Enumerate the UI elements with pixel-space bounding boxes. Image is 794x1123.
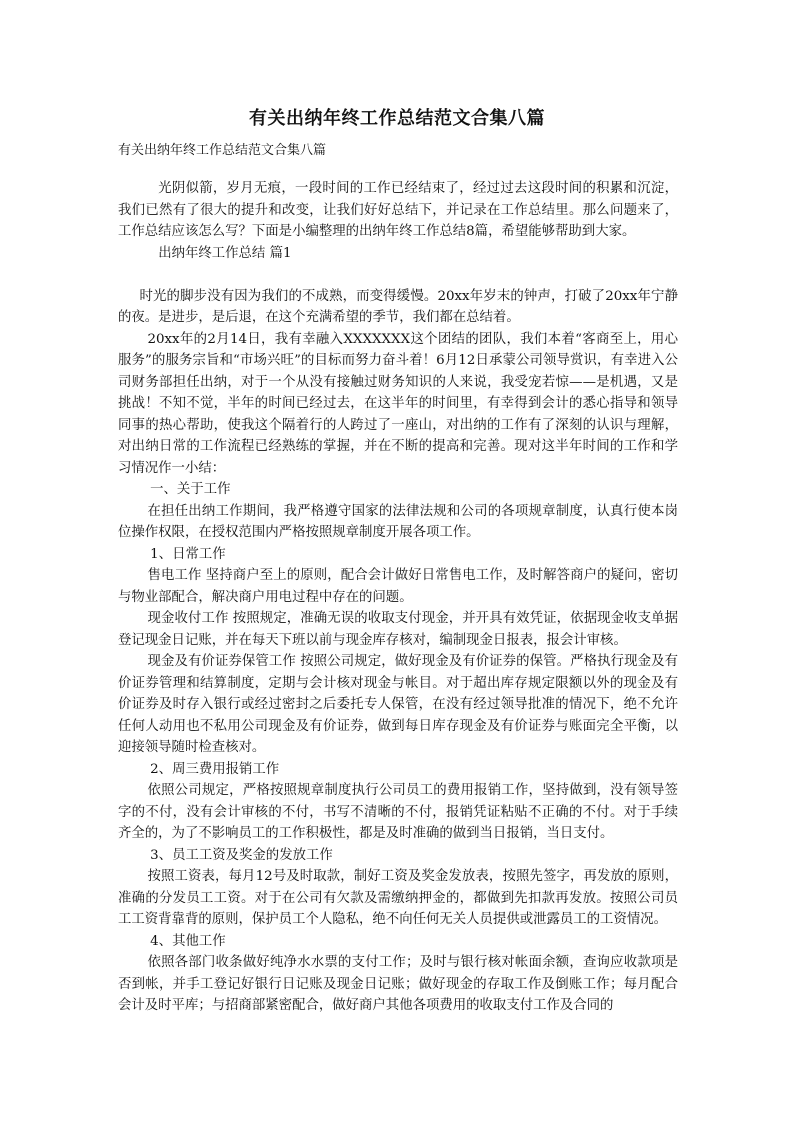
section-heading: 一、关于工作 xyxy=(150,482,231,497)
paragraph: 售电工作 坚持商户至上的原则，配合会计做好日常售电工作，及时解答商户的疑问，密切与物业部配合，解决商户用电过程中存在的问题。 xyxy=(118,568,678,605)
subsection-heading: 2、周三费用报销工作 xyxy=(150,761,280,777)
paragraph: 现金及有价证券保管工作 按照公司规定，做好现金及有价证券的保管。严格执行现金及有价证券管理和结算制度，定期与会计核对现金与帐目。对于超出库存规定限额以外的现金及有价证券及时存入银行或经过密封之后委托专人保管，在没有经过领导批准的情况下，绝不允许任何人动用也不私用公司现金及有价证券，做到每日库存现金及有价证券与账面完全平衡，以迎接领导随时检查核对。 xyxy=(118,654,678,755)
subsection-heading: 4、其他工作 xyxy=(150,933,226,949)
section-heading-part1: 出纳年终工作总结 篇1 xyxy=(158,245,292,261)
document-title: 有关出纳年终工作总结范文合集八篇 xyxy=(249,108,545,129)
paragraph: 依照公司规定，严格按照规章制度执行公司员工的费用报销工作，坚持做到，没有领导签字的不付，没有会计审核的不付，书写不清晰的不付，报销凭证粘贴不正确的不付。对于手续齐全的，为了不影响员工的工作积极性，都是及时准确的做到当日报销，当日支付。 xyxy=(118,783,678,841)
subsection-heading: 1、日常工作 xyxy=(150,546,226,562)
document-subtitle: 有关出纳年终工作总结范文合集八篇 xyxy=(118,143,327,158)
paragraph: 现金收付工作 按照规定，准确无误的收取支付现金，并开具有效凭证，依据现金收支单据登记现金日记账，并在每天下班以前与现金库存核对，编制现金日报表，报会计审核。 xyxy=(118,611,678,648)
paragraph: 按照工资表，每月12号及时取款，制好工资及奖金发放表，按照先签字，再发放的原则，准确的分发员工工资。对于在公司有欠款及需缴纳押金的，都做到先扣款再发放。按照公司员工工资背靠背的原则，保护员工个人隐私，绝不向任何无关人员提供或泄露员工的工资情况。 xyxy=(118,869,678,927)
subsection-heading: 3、员工工资及奖金的发放工作 xyxy=(150,847,333,863)
document-body xyxy=(118,178,678,1017)
paragraph: 20xx年的2月14日，我有幸融入XXXXXXX这个团结的团队，我们本着“客商至上，用心服务”的服务宗旨和“市场兴旺”的目标而努力奋斗着！6月12日承蒙公司领导赏识，有幸进入公司财务部担任出纳，对于一个从没有接触过财务知识的人来说，我受宠若惊——是机遇，又是挑战！不知不觉，半年的时间已经过去，在这半年的时间里，有幸得到会计的悉心指导和领导同事的热心帮助，使我这个隔着行的人跨过了一座山，对出纳的工作有了深刻的认识与理解，对出纳日常的工作流程已经熟练的掌握，并在不断的提高和完善。现对这半年时间的工作和学习情况作一小结： xyxy=(118,331,678,476)
paragraph: 依照各部门收条做好纯净水水票的支付工作；及时与银行核对帐面余额，查询应收款项是否到帐，并手工登记好银行日记账及现金日记账；做好现金的存取工作及倒账工作；每月配合会计及时平库；与招商部紧密配合，做好商户其他各项费用的收取支付工作及合同的 xyxy=(118,955,678,1013)
blank-line xyxy=(118,264,678,286)
paragraph: 在担任出纳工作期间，我严格遵守国家的法律法规和公司的各项规章制度，认真行使本岗位操作权限，在授权范围内严格按照规章制度开展各项工作。 xyxy=(118,503,678,540)
paragraph: 时光的脚步没有因为我们的不成熟，而变得缓慢。20xx年岁末的钟声，打破了20xx年宁静的夜。是进步，是后退，在这个充满希望的季节，我们都在总结着。 xyxy=(118,288,678,325)
paragraph-intro: 光阴似箭，岁月无痕，一段时间的工作已经结束了，经过过去这段时间的积累和沉淀，我们已然有了很大的提升和改变，让我们好好总结下，并记录在工作总结里。那么问题来了，工作总结应该怎么写？下面是小编整理的出纳年终工作总结8篇，希望能够帮助到大家。 xyxy=(118,181,678,239)
